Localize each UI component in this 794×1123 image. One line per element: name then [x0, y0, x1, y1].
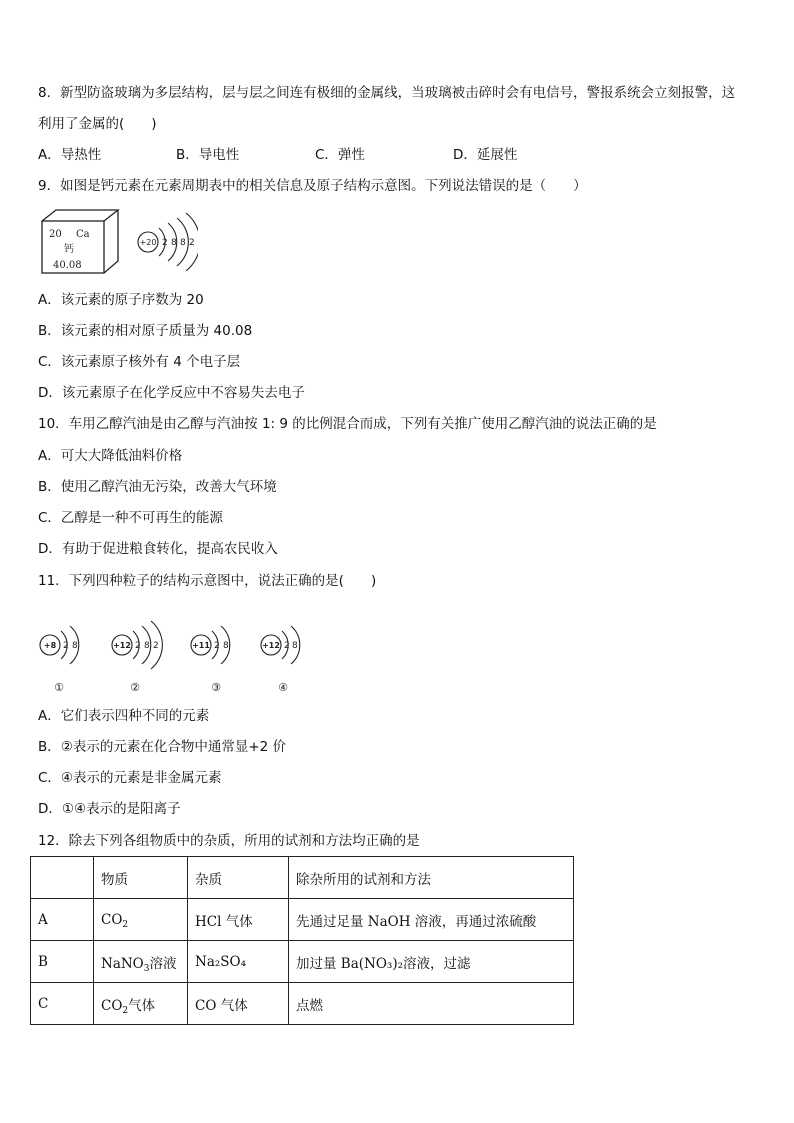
q11-option-d: D．①④表示的是阳离子 [38, 801, 181, 817]
table-header-row [31, 857, 574, 899]
row-label: C [31, 983, 94, 1025]
particle-diagrams [36, 600, 316, 698]
row-method: 点燃 [289, 983, 574, 1025]
row-impurity: CO 气体 [188, 983, 289, 1025]
q8-stem-line1: 8．新型防盗玻璃为多层结构，层与层之间连有极细的金属线，当玻璃被击碎时会有电信号，警报系统会立刻报警，这 [38, 85, 736, 101]
header-cell-method: 除杂所用的试剂和方法 [289, 857, 574, 899]
q8-stem-line2: 利用了金属的( ) [38, 116, 157, 132]
table-row [31, 983, 574, 1025]
particle-2-shell-2-electrons: 8 [144, 641, 150, 651]
q10-stem: 10．车用乙醇汽油是由乙醇与汽油按 1: 9 的比例混合而成，下列有关推广使用乙醇汽油的说法正确的是 [38, 416, 657, 432]
q8-option-b: B．导电性 [176, 147, 240, 163]
particle-1-charge: +8 [43, 641, 57, 650]
atomic-mass: 40.08 [53, 260, 82, 271]
element-name: 钙 [64, 244, 74, 255]
particle-4-shell-1-electrons: 2 [284, 641, 290, 651]
particle-2-label: ② [130, 681, 140, 694]
q8-option-d: D．延展性 [453, 147, 518, 163]
table-row [31, 899, 574, 941]
shell-electrons-1: 2 [162, 238, 168, 248]
particle-1-shell-1-electrons: 2 [63, 641, 69, 651]
q9-option-d: D．该元素原子在化学反应中不容易失去电子 [38, 385, 305, 401]
table-row [31, 941, 574, 983]
q11-stem: 11．下列四种粒子的结构示意图中，说法正确的是( ) [38, 573, 377, 589]
particle-2-charge: +12 [113, 641, 131, 650]
q9-option-c: C．该元素原子核外有 4 个电子层 [38, 354, 241, 370]
q11-option-a: A．它们表示四种不同的元素 [38, 708, 210, 724]
particle-2 [112, 621, 162, 694]
q8-option-a: A．导热性 [38, 147, 102, 163]
element-symbol: Ca [76, 229, 90, 240]
row-method: 先通过足量 NaOH 溶液，再通过浓硫酸 [289, 899, 574, 941]
calcium-figure [38, 205, 198, 277]
particle-1 [40, 626, 79, 694]
shell-electrons-2: 8 [171, 238, 177, 248]
q9-option-b: B．该元素的相对原子质量为 40.08 [38, 323, 253, 339]
nucleus-charge: +20 [139, 238, 157, 247]
particle-3-charge: +11 [192, 641, 210, 650]
header-cell-impurity: 杂质 [188, 857, 289, 899]
shell-electrons-3: 8 [180, 238, 186, 248]
q10-option-c: C．乙醇是一种不可再生的能源 [38, 510, 223, 526]
particle-4-charge: +12 [262, 641, 280, 650]
shell-electrons-4: 2 [189, 238, 195, 248]
particle-3-label: ③ [211, 681, 221, 694]
row-impurity: HCl 气体 [188, 899, 289, 941]
row-substance: $CO_2$气体 [94, 983, 188, 1025]
particle-1-shell-2-electrons: 8 [72, 641, 78, 651]
particle-1-label: ① [54, 681, 64, 694]
particle-3-shell-1-electrons: 2 [214, 641, 220, 651]
row-label: A [31, 899, 94, 941]
calcium-atom-diagram [138, 213, 198, 271]
atomic-number: 20 [49, 229, 62, 240]
q10-option-a: A．可大大降低油料价格 [38, 448, 183, 464]
row-impurity: Na₂SO₄ [188, 941, 289, 983]
q10-option-d: D．有助于促进粮食转化，提高农民收入 [38, 541, 278, 557]
particle-3-shell-2-electrons: 8 [223, 641, 229, 651]
header-cell-label [31, 857, 94, 899]
row-label: B [31, 941, 94, 983]
header-cell-substance: 物质 [94, 857, 188, 899]
row-substance: $CO_2$ [94, 899, 188, 941]
q9-option-a: A．该元素的原子序数为 20 [38, 292, 204, 308]
q11-option-c: C．④表示的元素是非金属元素 [38, 770, 222, 786]
q11-option-b: B．②表示的元素在化合物中通常显+2 价 [38, 739, 287, 755]
q8-option-c: C．弹性 [315, 147, 365, 163]
particle-2-shell-1-electrons: 2 [135, 641, 141, 651]
particle-3 [191, 626, 230, 694]
q9-stem: 9．如图是钙元素在元素周期表中的相关信息及原子结构示意图。下列说法错误的是（ ） [38, 178, 587, 194]
q10-option-b: B．使用乙醇汽油无污染，改善大气环境 [38, 479, 277, 495]
row-substance: NaNO$_3$溶液 [94, 941, 188, 983]
q12-table [30, 856, 574, 1025]
particle-4-label: ④ [278, 681, 288, 694]
q12-stem: 12．除去下列各组物质中的杂质，所用的试剂和方法均正确的是 [38, 833, 420, 849]
particle-4 [261, 626, 300, 694]
row-method: 加过量 Ba(NO₃)₂溶液，过滤 [289, 941, 574, 983]
particle-4-shell-2-electrons: 8 [292, 641, 298, 651]
particle-2-shell-3-electrons: 2 [153, 641, 159, 651]
